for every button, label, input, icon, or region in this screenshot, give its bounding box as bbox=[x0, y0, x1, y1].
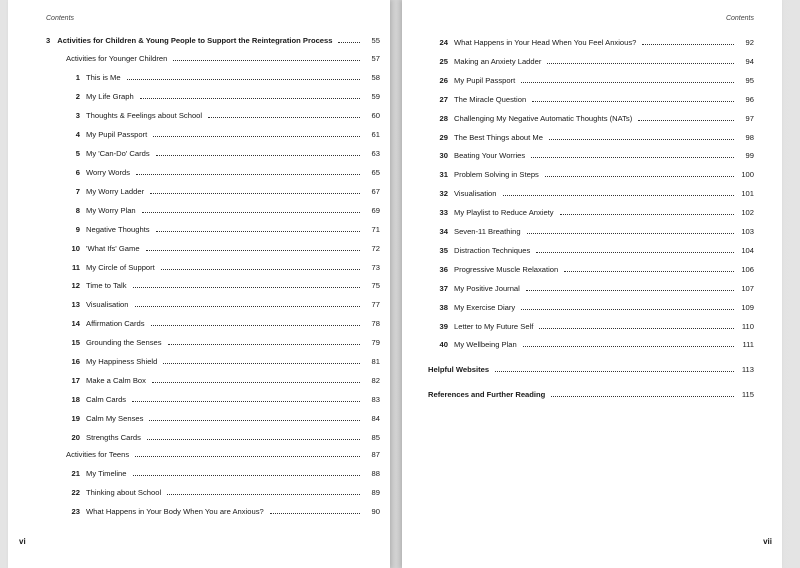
entry-number: 7 bbox=[75, 186, 80, 196]
entry-page: 63 bbox=[371, 148, 380, 158]
entry-title: Thinking about School bbox=[86, 487, 162, 497]
leader-dots bbox=[549, 133, 734, 140]
toc-entry[interactable] bbox=[434, 170, 754, 180]
leader-dots bbox=[523, 340, 734, 347]
entry-page: 67 bbox=[371, 186, 380, 196]
toc-entry[interactable] bbox=[66, 281, 380, 291]
leader-dots bbox=[147, 433, 360, 440]
toc-entry[interactable] bbox=[66, 225, 380, 235]
entry-number: 4 bbox=[75, 129, 80, 139]
entry-number: 9 bbox=[75, 224, 80, 234]
entry-page: 92 bbox=[745, 38, 754, 47]
toc-entry[interactable] bbox=[434, 322, 754, 332]
chapter-number: 3 bbox=[46, 36, 51, 45]
leader-dots bbox=[150, 187, 360, 194]
leader-dots bbox=[151, 319, 360, 326]
entry-title: My Worry Ladder bbox=[86, 186, 145, 196]
leader-dots bbox=[140, 92, 360, 99]
entry-number: 6 bbox=[75, 167, 80, 177]
leader-dots bbox=[521, 76, 734, 83]
leader-dots bbox=[156, 225, 360, 232]
entry-number: 22 bbox=[71, 487, 80, 497]
entry-number: 26 bbox=[439, 75, 448, 85]
chapter-page: 55 bbox=[371, 36, 380, 45]
entry-number: 3 bbox=[75, 110, 80, 120]
toc-entry[interactable] bbox=[66, 414, 380, 424]
entry-page: 58 bbox=[371, 73, 380, 82]
entry-title: Progressive Muscle Relaxation bbox=[454, 264, 559, 274]
toc-entry[interactable] bbox=[66, 357, 380, 367]
entry-number: 35 bbox=[439, 245, 448, 255]
entry-page: 81 bbox=[371, 357, 380, 367]
toc-entry[interactable] bbox=[66, 376, 380, 386]
toc-entry[interactable] bbox=[66, 469, 380, 479]
entry-number: 13 bbox=[71, 300, 80, 310]
entry-title: Beating Your Worries bbox=[454, 151, 526, 161]
entry-number: 16 bbox=[71, 357, 80, 367]
entry-title: Seven-11 Breathing bbox=[454, 227, 521, 236]
entry-title: Distraction Techniques bbox=[454, 245, 531, 255]
leader-dots bbox=[503, 189, 735, 196]
entry-title: Visualisation bbox=[86, 300, 129, 310]
entry-page: 107 bbox=[741, 283, 754, 293]
leader-dots bbox=[564, 265, 734, 272]
toc-entry[interactable] bbox=[66, 130, 380, 140]
entry-title: My Pupil Passport bbox=[86, 129, 148, 139]
entry-number: 25 bbox=[439, 56, 448, 66]
entry-number: 20 bbox=[71, 433, 80, 443]
toc-chapter-3[interactable] bbox=[46, 36, 380, 46]
entry-title: My Exercise Diary bbox=[454, 302, 516, 312]
leader-dots bbox=[153, 130, 360, 137]
entry-number: 19 bbox=[71, 414, 80, 424]
entry-number: 28 bbox=[439, 113, 448, 123]
entry-page: 100 bbox=[741, 170, 754, 180]
toc-entry[interactable] bbox=[66, 507, 380, 517]
entry-title: The Miracle Question bbox=[454, 94, 527, 104]
entry-title: What Happens in Your Head When You Feel Anxious? bbox=[454, 38, 637, 47]
toc-entry[interactable] bbox=[434, 284, 754, 294]
entry-title: Helpful Websites bbox=[428, 365, 490, 374]
entry-page: 73 bbox=[371, 262, 380, 272]
toc-entry[interactable] bbox=[434, 38, 754, 48]
entry-number: 8 bbox=[75, 205, 80, 215]
entry-title: Thoughts & Feelings about School bbox=[86, 110, 203, 120]
leader-dots bbox=[168, 338, 360, 345]
entry-number: 32 bbox=[439, 189, 448, 199]
entry-number: 23 bbox=[71, 506, 80, 516]
entry-title: This is Me bbox=[86, 73, 121, 82]
entry-page: 109 bbox=[741, 302, 754, 312]
entry-number: 27 bbox=[439, 94, 448, 104]
entry-page: 106 bbox=[741, 264, 754, 274]
toc-entry[interactable] bbox=[66, 319, 380, 329]
entry-title: My Timeline bbox=[86, 469, 127, 478]
entry-page: 79 bbox=[371, 338, 380, 348]
running-head-right: Contents bbox=[725, 15, 754, 22]
entry-number: 38 bbox=[439, 302, 448, 312]
entry-page: 111 bbox=[742, 340, 754, 350]
leader-dots bbox=[135, 450, 360, 457]
entry-title: What Happens in Your Body When You are Anxious? bbox=[86, 506, 264, 516]
entry-page: 113 bbox=[741, 365, 754, 374]
leader-dots bbox=[156, 149, 360, 156]
entry-page: 104 bbox=[741, 245, 754, 255]
toc-entry[interactable] bbox=[434, 114, 754, 124]
page-number-right: vii bbox=[763, 537, 772, 546]
leader-dots bbox=[527, 227, 734, 234]
toc-entry[interactable] bbox=[66, 187, 380, 197]
entry-title: Problem Solving in Steps bbox=[454, 170, 539, 180]
entry-page: 72 bbox=[371, 243, 380, 253]
leader-dots bbox=[547, 57, 734, 64]
entry-page: 97 bbox=[745, 113, 754, 123]
toc-entry[interactable] bbox=[66, 92, 380, 102]
entry-page: 75 bbox=[371, 281, 380, 291]
entry-title: 'What Ifs' Game bbox=[86, 243, 140, 253]
toc-entry[interactable] bbox=[66, 149, 380, 159]
entry-title: My Playlist to Reduce Anxiety bbox=[454, 208, 554, 218]
leader-dots bbox=[560, 208, 734, 215]
entry-number: 37 bbox=[439, 283, 448, 293]
toc-entry[interactable] bbox=[66, 338, 380, 348]
entry-page: 78 bbox=[371, 319, 380, 329]
leader-dots bbox=[270, 507, 360, 514]
entry-page: 84 bbox=[371, 414, 380, 424]
toc-section-teens[interactable] bbox=[66, 450, 380, 460]
section-page: 57 bbox=[371, 54, 380, 63]
entry-title: Time to Talk bbox=[86, 281, 127, 291]
entry-title: Worry Words bbox=[86, 167, 131, 177]
entry-page: 85 bbox=[371, 433, 380, 443]
entry-number: 2 bbox=[75, 91, 80, 101]
entry-number: 1 bbox=[75, 73, 80, 82]
toc-entry[interactable] bbox=[66, 168, 380, 178]
leader-dots bbox=[526, 284, 734, 291]
toc-entry[interactable] bbox=[66, 488, 380, 498]
entry-number: 39 bbox=[439, 321, 448, 331]
toc-entry[interactable] bbox=[434, 340, 754, 350]
entry-page: 60 bbox=[371, 110, 380, 120]
entry-number: 15 bbox=[71, 338, 80, 348]
entry-title: My Positive Journal bbox=[454, 283, 520, 293]
toc-entry[interactable] bbox=[66, 263, 380, 273]
section-title: Activities for Younger Children bbox=[66, 54, 168, 63]
entry-title: My Life Graph bbox=[86, 91, 134, 101]
toc-entry[interactable] bbox=[434, 265, 754, 275]
section-title: Activities for Teens bbox=[66, 450, 130, 459]
entry-page: 61 bbox=[371, 129, 380, 139]
entry-title: References and Further Reading bbox=[428, 390, 546, 399]
entry-title: My Happiness Shield bbox=[86, 357, 158, 367]
toc-entry[interactable] bbox=[66, 111, 380, 121]
leader-dots bbox=[536, 246, 734, 253]
toc-entry[interactable] bbox=[66, 244, 380, 254]
entry-number: 30 bbox=[439, 151, 448, 161]
leader-dots bbox=[521, 303, 734, 310]
entry-number: 18 bbox=[71, 395, 80, 405]
entry-page: 69 bbox=[371, 205, 380, 215]
toc-entry[interactable] bbox=[434, 303, 754, 313]
entry-title: My Worry Plan bbox=[86, 205, 136, 215]
entry-page: 98 bbox=[745, 132, 754, 142]
entry-page: 77 bbox=[371, 300, 380, 310]
entry-title: Negative Thoughts bbox=[86, 224, 150, 234]
entry-number: 10 bbox=[71, 243, 80, 253]
entry-page: 89 bbox=[371, 487, 380, 497]
leader-dots bbox=[152, 376, 360, 383]
entry-title: Visualisation bbox=[454, 189, 497, 199]
leader-dots bbox=[149, 414, 360, 421]
entry-number: 31 bbox=[439, 170, 448, 180]
entry-title: My Pupil Passport bbox=[454, 75, 516, 85]
entry-number: 17 bbox=[71, 376, 80, 386]
leader-dots bbox=[142, 206, 360, 213]
leader-dots bbox=[133, 281, 360, 288]
leader-dots bbox=[208, 111, 360, 118]
entry-page: 82 bbox=[371, 376, 380, 386]
entry-page: 59 bbox=[371, 91, 380, 101]
entry-number: 33 bbox=[439, 208, 448, 218]
entry-number: 12 bbox=[71, 281, 80, 291]
leader-dots bbox=[338, 36, 360, 43]
toc-entry[interactable] bbox=[434, 57, 754, 67]
entry-page: 94 bbox=[745, 56, 754, 66]
toc-entry[interactable] bbox=[66, 395, 380, 405]
entry-page: 110 bbox=[741, 321, 754, 331]
entry-page: 101 bbox=[741, 189, 754, 199]
leader-dots bbox=[531, 151, 734, 158]
entry-number: 24 bbox=[439, 38, 448, 47]
toc-entry[interactable] bbox=[434, 246, 754, 256]
toc-entry[interactable] bbox=[434, 95, 754, 105]
entry-page: 96 bbox=[745, 94, 754, 104]
entry-title: My 'Can-Do' Cards bbox=[86, 148, 150, 158]
leader-dots bbox=[551, 390, 734, 397]
entry-title: Affirmation Cards bbox=[86, 319, 145, 329]
leader-dots bbox=[163, 357, 360, 364]
toc-entry[interactable] bbox=[434, 76, 754, 86]
entry-title: Challenging My Negative Automatic Thoughts (NATs) bbox=[454, 113, 633, 123]
entry-page: 90 bbox=[371, 506, 380, 516]
leader-dots bbox=[132, 395, 360, 402]
entry-title: Making an Anxiety Ladder bbox=[454, 56, 542, 66]
toc-references[interactable] bbox=[428, 390, 754, 400]
leader-dots bbox=[539, 322, 734, 329]
chapter-title: Activities for Children & Young People to Support the Reintegration Process bbox=[57, 36, 333, 45]
entry-page: 95 bbox=[745, 75, 754, 85]
entry-title: Grounding the Senses bbox=[86, 338, 162, 348]
page-number-left: vi bbox=[19, 537, 26, 546]
entry-page: 65 bbox=[371, 167, 380, 177]
left-page bbox=[8, 0, 390, 568]
entry-number: 11 bbox=[71, 262, 80, 272]
toc-entry[interactable] bbox=[66, 300, 380, 310]
entry-number: 36 bbox=[439, 264, 448, 274]
entry-number: 5 bbox=[75, 148, 80, 158]
leader-dots bbox=[532, 95, 734, 102]
toc-entry[interactable] bbox=[434, 151, 754, 161]
entry-page: 99 bbox=[745, 151, 754, 161]
entry-number: 40 bbox=[439, 340, 448, 350]
entry-number: 34 bbox=[439, 227, 448, 236]
leader-dots bbox=[167, 488, 360, 495]
entry-page: 102 bbox=[741, 208, 754, 218]
leader-dots bbox=[495, 365, 734, 372]
leader-dots bbox=[161, 263, 360, 270]
entry-page: 115 bbox=[741, 390, 754, 399]
toc-entry[interactable] bbox=[434, 189, 754, 199]
entry-title: Make a Calm Box bbox=[86, 376, 146, 386]
entry-title: Letter to My Future Self bbox=[454, 321, 534, 331]
entry-number: 21 bbox=[71, 469, 80, 478]
right-page bbox=[402, 0, 782, 568]
toc-section-younger[interactable] bbox=[66, 54, 380, 64]
entry-page: 88 bbox=[371, 469, 380, 478]
section-page: 87 bbox=[371, 450, 380, 459]
leader-dots bbox=[127, 73, 360, 80]
entry-page: 103 bbox=[741, 227, 754, 236]
leader-dots bbox=[638, 114, 734, 121]
entry-title: The Best Things about Me bbox=[454, 132, 543, 142]
entry-title: Calm Cards bbox=[86, 395, 127, 405]
entry-title: My Wellbeing Plan bbox=[454, 340, 517, 350]
toc-helpful-websites[interactable] bbox=[428, 365, 754, 375]
running-head-left: Contents bbox=[46, 15, 75, 22]
toc-entry[interactable] bbox=[66, 206, 380, 216]
entry-title: My Circle of Support bbox=[86, 262, 155, 272]
toc-entry[interactable] bbox=[434, 133, 754, 143]
toc-entry[interactable] bbox=[434, 208, 754, 218]
leader-dots bbox=[136, 168, 360, 175]
toc-entry[interactable] bbox=[66, 73, 380, 83]
entry-page: 83 bbox=[371, 395, 380, 405]
entry-title: Calm My Senses bbox=[86, 414, 144, 424]
entry-number: 29 bbox=[439, 132, 448, 142]
leader-dots bbox=[146, 244, 360, 251]
leader-dots bbox=[173, 54, 360, 61]
toc-entry[interactable] bbox=[66, 433, 380, 443]
leader-dots bbox=[133, 469, 360, 476]
toc-entry[interactable] bbox=[434, 227, 754, 237]
leader-dots bbox=[135, 300, 361, 307]
entry-number: 14 bbox=[71, 319, 80, 329]
leader-dots bbox=[642, 38, 734, 45]
entry-title: Strengths Cards bbox=[86, 433, 141, 443]
leader-dots bbox=[545, 170, 734, 177]
entry-page: 71 bbox=[371, 224, 380, 234]
